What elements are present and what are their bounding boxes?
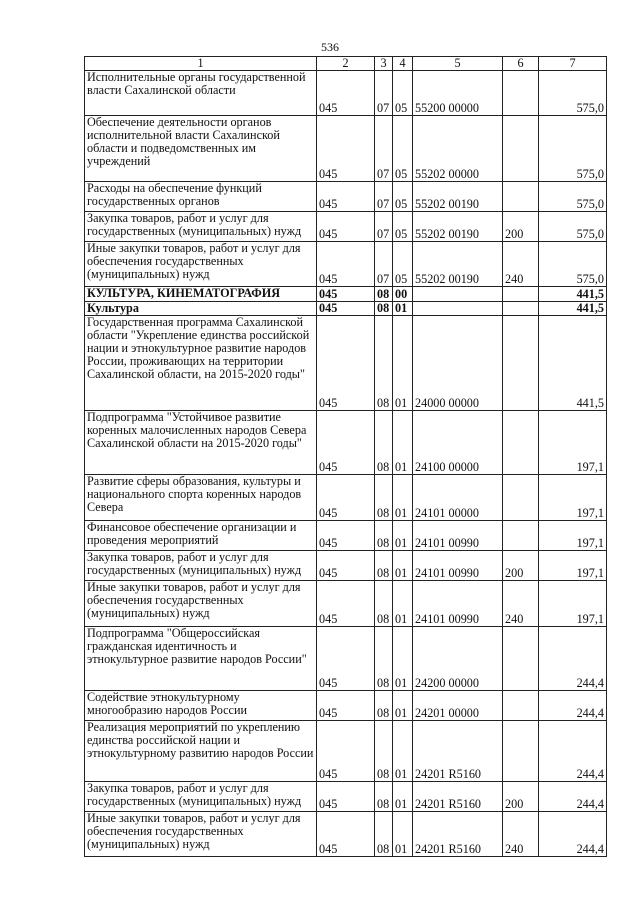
table-row — [85, 316, 607, 411]
budget-table — [84, 56, 607, 857]
row-target-article-code: 55202 00000 — [413, 116, 503, 182]
table-row — [85, 212, 607, 242]
table-row — [85, 411, 607, 475]
header-cell: 3 — [375, 57, 393, 71]
row-subsection-code: 05 — [393, 212, 413, 242]
row-section-code: 08 — [375, 812, 393, 857]
row-ministry-code: 045 — [317, 782, 375, 812]
row-subsection-code: 05 — [393, 71, 413, 116]
row-target-article-code: 24200 00000 — [413, 627, 503, 691]
row-target-article-code: 24201 R5160 — [413, 721, 503, 782]
header-cell: 1 — [85, 57, 317, 71]
row-section-code: 08 — [375, 302, 393, 316]
row-ministry-code: 045 — [317, 581, 375, 627]
row-amount: 244,4 — [539, 691, 607, 721]
row-section-code: 08 — [375, 782, 393, 812]
page-number: 536 — [321, 40, 339, 54]
row-target-article-code — [413, 302, 503, 316]
row-section-code: 08 — [375, 581, 393, 627]
row-amount: 244,4 — [539, 627, 607, 691]
row-amount: 575,0 — [539, 71, 607, 116]
row-target-article-code: 55202 00190 — [413, 182, 503, 212]
row-ministry-code: 045 — [317, 212, 375, 242]
row-target-article-code: 24100 00000 — [413, 411, 503, 475]
row-expense-type-code — [503, 627, 539, 691]
header-cell: 6 — [503, 57, 539, 71]
row-target-article-code: 55202 00190 — [413, 212, 503, 242]
table-row — [85, 627, 607, 691]
row-amount: 197,1 — [539, 521, 607, 551]
row-target-article-code: 24201 R5160 — [413, 812, 503, 857]
row-section-code: 07 — [375, 242, 393, 287]
row-section-code: 08 — [375, 287, 393, 302]
row-name: Финансовое обеспечение организации и проведения мероприятий — [85, 521, 317, 551]
row-name: Иные закупки товаров, работ и услуг для обеспечения государственных (муниципальных) нужд — [85, 812, 317, 857]
row-amount: 575,0 — [539, 212, 607, 242]
row-expense-type-code: 240 — [503, 812, 539, 857]
row-target-article-code: 24000 00000 — [413, 316, 503, 411]
row-expense-type-code — [503, 691, 539, 721]
table-row — [85, 551, 607, 581]
row-target-article-code: 24201 00000 — [413, 691, 503, 721]
row-ministry-code: 045 — [317, 302, 375, 316]
row-expense-type-code — [503, 287, 539, 302]
row-expense-type-code — [503, 71, 539, 116]
header-cell: 2 — [317, 57, 375, 71]
row-section-code: 08 — [375, 551, 393, 581]
row-target-article-code: 55200 00000 — [413, 71, 503, 116]
table-row — [85, 182, 607, 212]
row-expense-type-code — [503, 721, 539, 782]
table-row — [85, 812, 607, 857]
row-section-code: 07 — [375, 116, 393, 182]
table-row — [85, 71, 607, 116]
row-section-code: 08 — [375, 627, 393, 691]
row-amount: 244,4 — [539, 812, 607, 857]
row-name: Содействие этнокультурному многообразию народов России — [85, 691, 317, 721]
row-section-code: 08 — [375, 316, 393, 411]
row-target-article-code — [413, 287, 503, 302]
row-name: Закупка товаров, работ и услуг для государственных (муниципальных) нужд — [85, 212, 317, 242]
row-ministry-code: 045 — [317, 721, 375, 782]
table-row — [85, 242, 607, 287]
row-name: Исполнительные органы государственной власти Сахалинской области — [85, 71, 317, 116]
table-row — [85, 691, 607, 721]
row-ministry-code: 045 — [317, 475, 375, 521]
row-expense-type-code — [503, 302, 539, 316]
row-subsection-code: 01 — [393, 812, 413, 857]
row-expense-type-code — [503, 475, 539, 521]
row-amount: 575,0 — [539, 242, 607, 287]
row-expense-type-code: 240 — [503, 242, 539, 287]
row-amount: 244,4 — [539, 721, 607, 782]
row-amount: 197,1 — [539, 551, 607, 581]
row-name: Иные закупки товаров, работ и услуг для обеспечения государственных (муниципальных) нужд — [85, 242, 317, 287]
row-amount: 441,5 — [539, 287, 607, 302]
row-subsection-code: 01 — [393, 581, 413, 627]
row-subsection-code: 01 — [393, 627, 413, 691]
table-row — [85, 302, 607, 316]
table-row — [85, 287, 607, 302]
row-name: КУЛЬТУРА, КИНЕМАТОГРАФИЯ — [85, 287, 317, 302]
table-row — [85, 581, 607, 627]
table-row — [85, 521, 607, 551]
row-expense-type-code — [503, 116, 539, 182]
row-subsection-code: 01 — [393, 411, 413, 475]
row-name: Обеспечение деятельности органов исполнительной власти Сахалинской области и подведомственных им учреждений — [85, 116, 317, 182]
row-ministry-code: 045 — [317, 627, 375, 691]
row-ministry-code: 045 — [317, 691, 375, 721]
row-ministry-code: 045 — [317, 182, 375, 212]
row-name: Подпрограмма "Общероссийская гражданская идентичность и этнокультурное развитие народов России" — [85, 627, 317, 691]
row-target-article-code: 24101 00000 — [413, 475, 503, 521]
header-cell: 5 — [413, 57, 503, 71]
row-ministry-code: 045 — [317, 316, 375, 411]
row-expense-type-code — [503, 411, 539, 475]
row-subsection-code: 01 — [393, 721, 413, 782]
row-target-article-code: 24101 00990 — [413, 521, 503, 551]
header-cell: 4 — [393, 57, 413, 71]
row-ministry-code: 045 — [317, 812, 375, 857]
row-section-code: 07 — [375, 71, 393, 116]
row-amount: 575,0 — [539, 116, 607, 182]
row-subsection-code: 01 — [393, 551, 413, 581]
row-expense-type-code: 200 — [503, 551, 539, 581]
row-section-code: 07 — [375, 182, 393, 212]
row-amount: 575,0 — [539, 182, 607, 212]
row-subsection-code: 01 — [393, 302, 413, 316]
table-header-row — [85, 57, 607, 71]
row-subsection-code: 01 — [393, 691, 413, 721]
row-name: Иные закупки товаров, работ и услуг для обеспечения государственных (муниципальных) нужд — [85, 581, 317, 627]
row-subsection-code: 05 — [393, 116, 413, 182]
row-section-code: 08 — [375, 411, 393, 475]
table-row — [85, 721, 607, 782]
row-name: Подпрограмма "Устойчивое развитие коренных малочисленных народов Севера Сахалинской области на 2015-2020 годы" — [85, 411, 317, 475]
table-row — [85, 116, 607, 182]
row-name: Государственная программа Сахалинской области "Укрепление единства российской нации и этнокультурное развитие народов России, проживающих на территории Сахалинской области, на 2015-2020 годы" — [85, 316, 317, 411]
header-cell: 7 — [539, 57, 607, 71]
row-ministry-code: 045 — [317, 242, 375, 287]
row-subsection-code: 01 — [393, 521, 413, 551]
row-ministry-code: 045 — [317, 116, 375, 182]
row-name: Закупка товаров, работ и услуг для государственных (муниципальных) нужд — [85, 551, 317, 581]
row-ministry-code: 045 — [317, 411, 375, 475]
row-target-article-code: 24201 R5160 — [413, 782, 503, 812]
table-row — [85, 475, 607, 521]
row-amount: 441,5 — [539, 316, 607, 411]
row-subsection-code: 00 — [393, 287, 413, 302]
row-expense-type-code: 240 — [503, 581, 539, 627]
row-expense-type-code: 200 — [503, 782, 539, 812]
row-name: Развитие сферы образования, культуры и национального спорта коренных народов Севера — [85, 475, 317, 521]
row-section-code: 08 — [375, 691, 393, 721]
row-expense-type-code — [503, 182, 539, 212]
row-subsection-code: 05 — [393, 182, 413, 212]
row-target-article-code: 24101 00990 — [413, 551, 503, 581]
row-name: Расходы на обеспечение функций государственных органов — [85, 182, 317, 212]
row-amount: 197,1 — [539, 475, 607, 521]
row-ministry-code: 045 — [317, 71, 375, 116]
row-subsection-code: 01 — [393, 782, 413, 812]
row-ministry-code: 045 — [317, 521, 375, 551]
row-target-article-code: 55202 00190 — [413, 242, 503, 287]
row-section-code: 08 — [375, 521, 393, 551]
row-expense-type-code — [503, 316, 539, 411]
row-expense-type-code — [503, 521, 539, 551]
row-ministry-code: 045 — [317, 287, 375, 302]
row-amount: 441,5 — [539, 302, 607, 316]
row-subsection-code: 05 — [393, 242, 413, 287]
row-amount: 197,1 — [539, 581, 607, 627]
row-subsection-code: 01 — [393, 316, 413, 411]
row-section-code: 07 — [375, 212, 393, 242]
table-row — [85, 782, 607, 812]
row-name: Культура — [85, 302, 317, 316]
row-amount: 244,4 — [539, 782, 607, 812]
row-name: Закупка товаров, работ и услуг для государственных (муниципальных) нужд — [85, 782, 317, 812]
row-subsection-code: 01 — [393, 475, 413, 521]
row-name: Реализация мероприятий по укреплению единства российской нации и этнокультурному развитию народов России — [85, 721, 317, 782]
row-ministry-code: 045 — [317, 551, 375, 581]
row-section-code: 08 — [375, 475, 393, 521]
row-section-code: 08 — [375, 721, 393, 782]
row-expense-type-code: 200 — [503, 212, 539, 242]
row-amount: 197,1 — [539, 411, 607, 475]
row-target-article-code: 24101 00990 — [413, 581, 503, 627]
